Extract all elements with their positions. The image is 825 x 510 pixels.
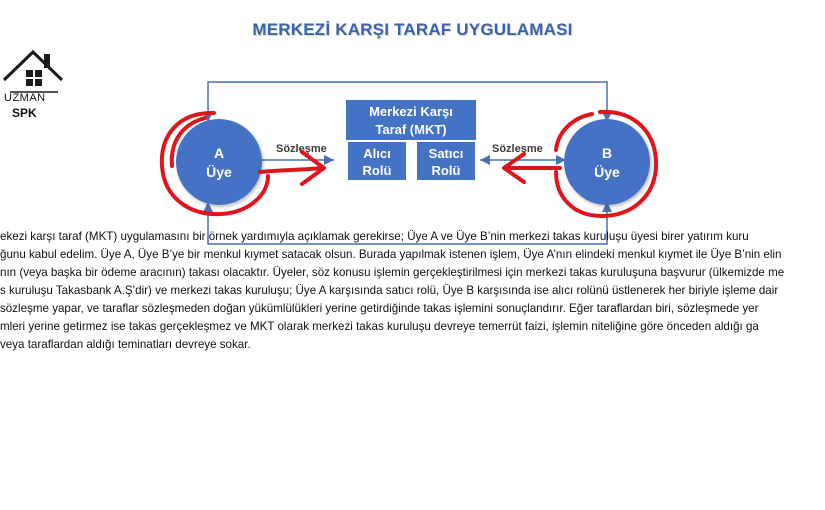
explanation-paragraph — [0, 228, 825, 354]
node-a-letter: A — [213, 145, 225, 161]
logo-text-uzman: UZMAN — [4, 92, 46, 104]
node-b-role: Üye — [594, 164, 620, 180]
paragraph-line: veya taraflardan aldığı teminatları devreye sokar. — [0, 338, 251, 351]
paragraph-line: nın (veya başka bir ödeme aracının) takası olacaktır. Üyeler, söz konusu işlemin gerçekleştirilmesi için merkezi takas kuruluşuna başvurur (ülkemizde me — [0, 266, 785, 279]
mkt-box — [346, 100, 476, 140]
paragraph-line: sözleşme yapar, ve taraflar sözleşmeden doğan yükümlülükleri yerine getirdiğinde takas işlemini sonuçlandırır. Eğer taraflardan biri, sözleşmede yer — [0, 302, 759, 315]
satici-label-line1: Satıcı — [428, 146, 464, 161]
page-title: MERKEZİ KARŞI TARAF UYGULAMASI — [252, 20, 573, 39]
node-b-letter: B — [601, 145, 613, 161]
logo-text-spk: SPK — [12, 106, 37, 120]
satici-box — [417, 142, 475, 180]
left-arrow-label: Sözleşme — [276, 143, 327, 155]
paragraph-line: ekezi karşı taraf (MKT) uygulamasını bir örnek yardımıyla açıklamak gerekirse; Üye A ve Üye B’nin merkezi takas kuruluşu üyesi birer yatırım kuru — [0, 230, 749, 243]
right-arrow-label: Sözleşme — [492, 143, 543, 155]
paragraph-line: ğunu kabul edelim. Üye A, Üye B’ye bir menkul kıymet satacak olsun. Burada yapılmak istenen işlem, Üye A’nın elindeki menkul kıymet ile Üye B’nin elin — [0, 248, 782, 261]
node-b — [564, 119, 650, 205]
satici-label-line2: Rolü — [431, 163, 461, 178]
mkt-label-line1: Merkezi Karşı — [369, 104, 453, 119]
alici-label-line1: Alıcı — [363, 146, 391, 161]
node-a — [176, 119, 262, 205]
node-a-role: Üye — [206, 164, 232, 180]
alici-label-line2: Rolü — [362, 163, 392, 178]
paragraph-line: s kuruluşu Takasbank A.Ş’dir) ve merkezi takas kuruluşu; Üye A karşısında satıcı rolü, Üye B karşısında ise alıcı rolünü üstlenerek her biriyle işleme dair — [0, 284, 779, 297]
alici-box — [348, 142, 406, 180]
mkt-label-line2: Taraf (MKT) — [375, 122, 447, 137]
paragraph-line: mleri yerine getirmez ise takas gerçekleşmez ve MKT olarak merkezi takas kuruluşu devreye temerrüt faizi, işlemin niteliğine göre önceden aldığı ga — [0, 320, 759, 333]
